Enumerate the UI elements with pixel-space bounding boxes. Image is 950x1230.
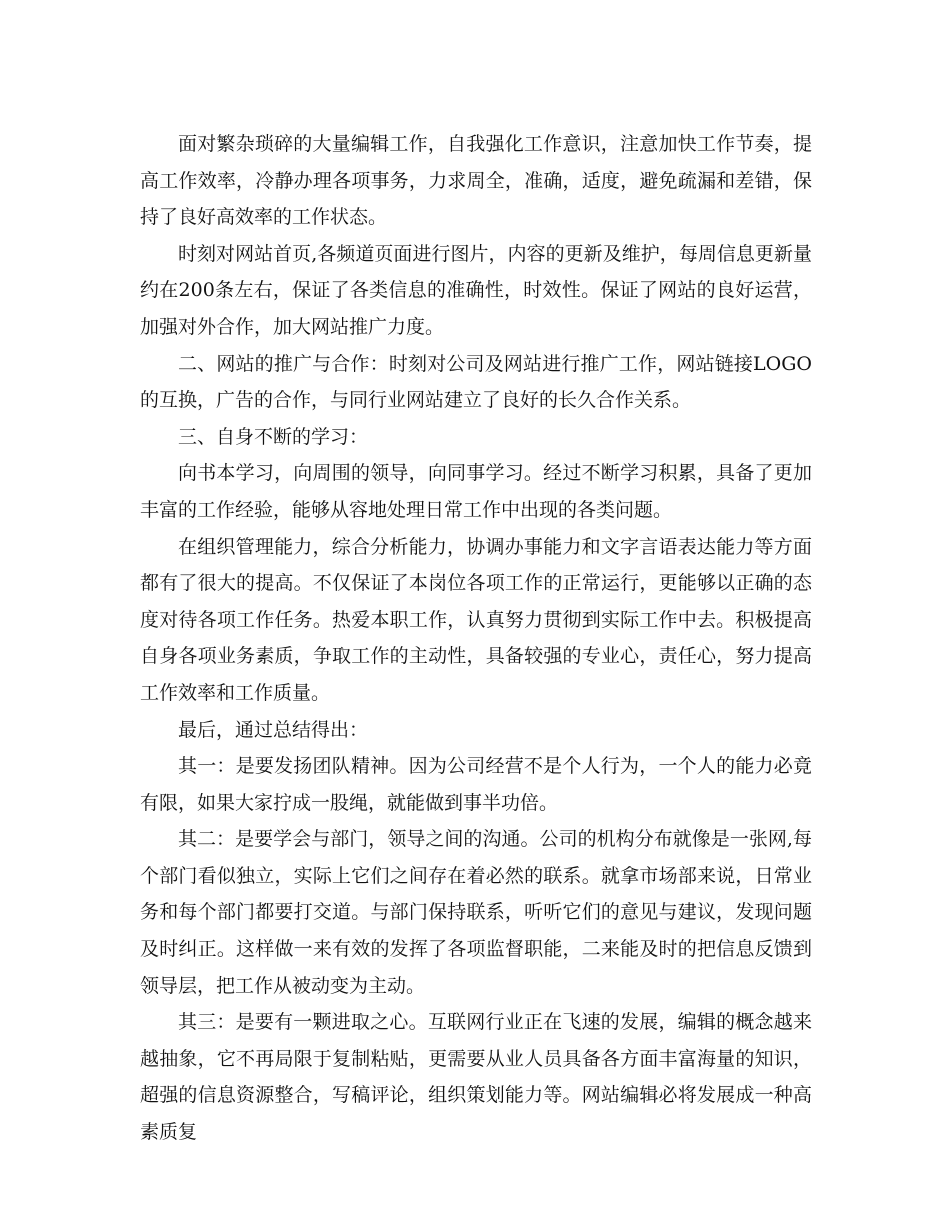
document-body — [140, 126, 812, 1151]
paragraph-point-one: 其一：是要发扬团队精神。因为公司经营不是个人行为，一个人的能力必竟有限，如果大家拧成一股绳，就能做到事半功倍。 — [140, 755, 812, 814]
paragraph-point-two: 其二：是要学会与部门，领导之间的沟通。公司的机构分布就像是一张网,每个部门看似独立，实际上它们之间存在着必然的联系。就拿市场部来说，日常业务和每个部门都要打交道。与部门保持联系，听听它们的意见与建议，发现问题及时纠正。这样做一来有效的发挥了各项监督职能，二来能及时的把信息反馈到领导层，把工作从被动变为主动。 — [140, 828, 812, 997]
paragraph-conclusion-heading: 最后，通过总结得出： — [178, 718, 369, 741]
paragraph-learning: 向书本学习，向周围的领导，向同事学习。经过不断学习积累，具备了更加丰富的工作经验，能够从容地处理日常工作中出现的各类问题。 — [140, 462, 812, 521]
paragraph-self-learning-heading: 三、自身不断的学习： — [178, 425, 369, 448]
paragraph-editing-work: 面对繁杂琐碎的大量编辑工作，自我强化工作意识，注意加快工作节奏，提高工作效率，冷静办理各项事务，力求周全，准确，适度，避免疏漏和差错，保持了良好高效率的工作状态。 — [140, 133, 812, 229]
paragraph-promotion-cooperation: 二、网站的推广与合作：时刻对公司及网站进行推广工作，网站链接LOGO的互换，广告的合作，与同行业网站建立了良好的长久合作关系。 — [140, 352, 812, 412]
paragraph-abilities: 在组织管理能力，综合分析能力，协调办事能力和文字言语表达能力等方面都有了很大的提高。不仅保证了本岗位各项工作的正常运行，更能够以正确的态度对待各项工作任务。热爱本职工作，认真努力贯彻到实际工作中去。积极提高自身各项业务素质，争取工作的主动性，具备较强的专业心，责任心，努力提高工作效率和工作质量。 — [140, 535, 812, 704]
paragraph-point-three: 其三：是要有一颗进取之心。互联网行业正在飞速的发展，编辑的概念越来越抽象，它不再局限于复制粘贴，更需要从业人员具备各方面丰富海量的知识，超强的信息资源整合，写稿评论，组织策划能力等。网站编辑必将发展成一种高素质复 — [140, 1011, 812, 1144]
paragraph-website-updates: 时刻对网站首页,各频道页面进行图片，内容的更新及维护，每周信息更新量约在200条左右，保证了各类信息的准确性，时效性。保证了网站的良好运营，加强对外合作，加大网站推广力度。 — [140, 242, 812, 338]
